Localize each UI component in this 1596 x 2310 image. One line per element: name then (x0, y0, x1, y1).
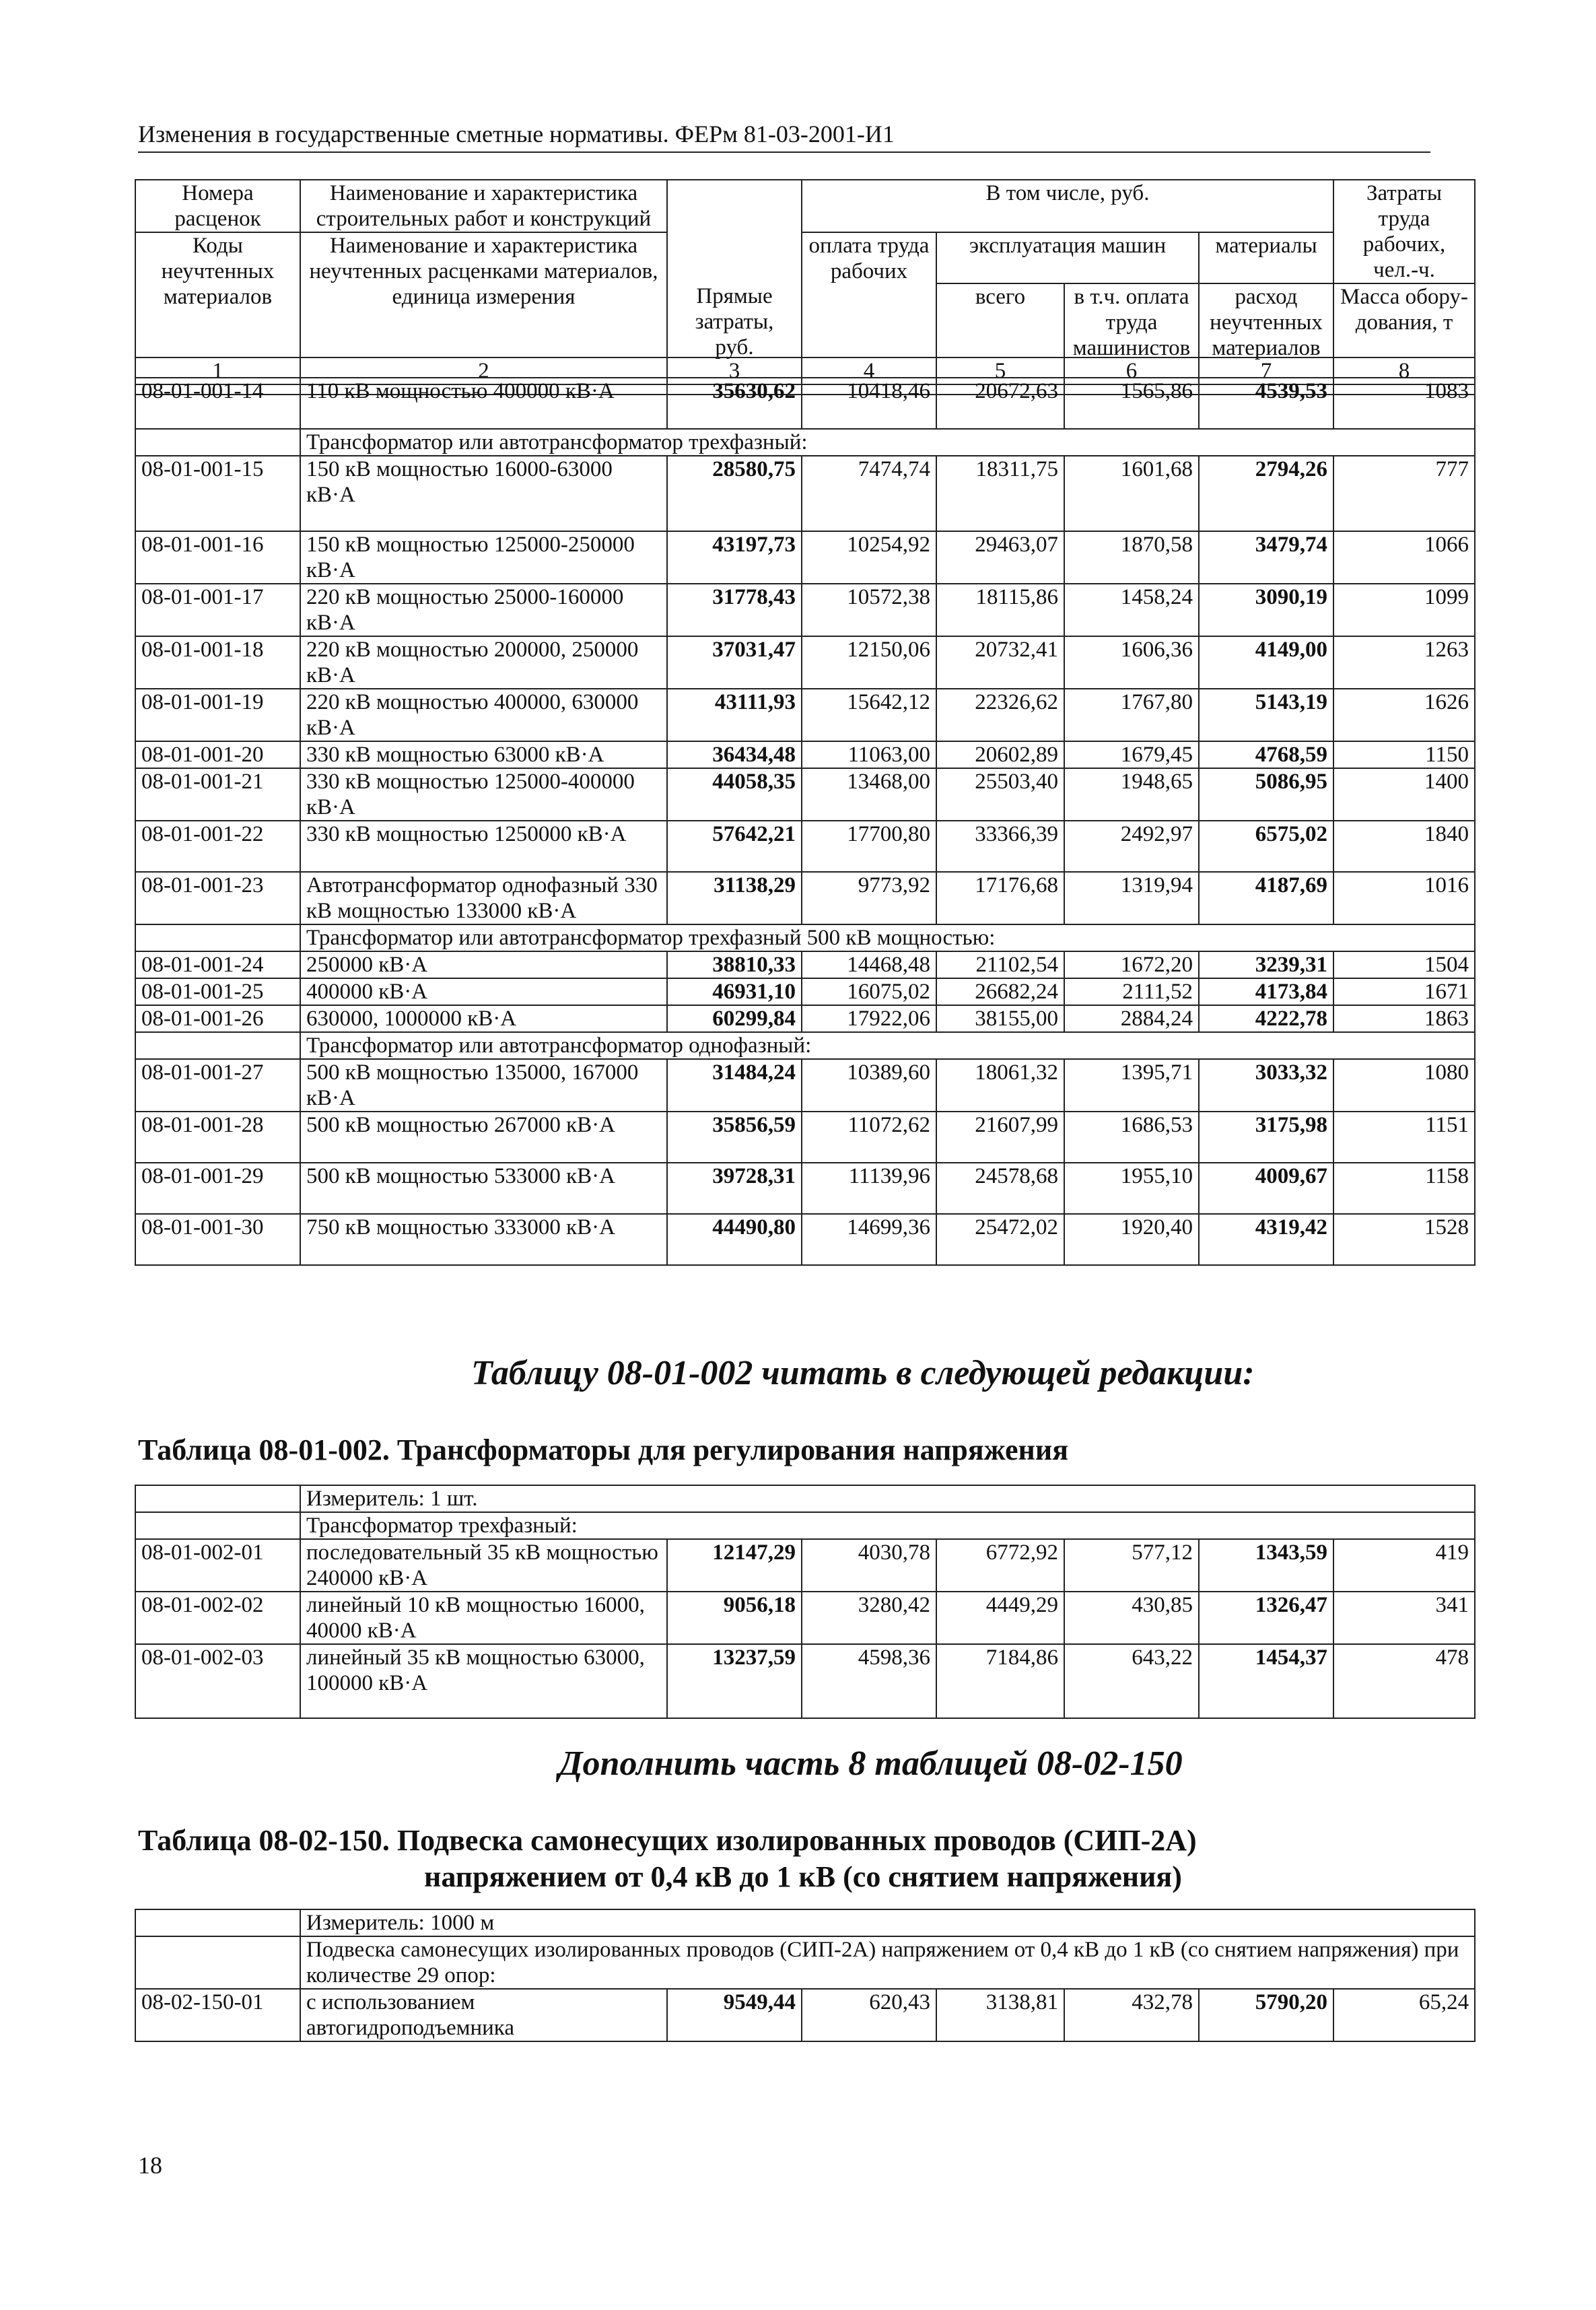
header-rule (138, 151, 1430, 153)
labor-cost: 10389,60 (802, 1059, 936, 1112)
machines-cost: 20602,89 (936, 741, 1064, 768)
rate-code: 08-02-150-01 (135, 1989, 300, 2041)
col-mass: Масса обору-дования, т (1333, 283, 1475, 395)
rate-code: 08-01-001-22 (135, 821, 300, 872)
rate-code: 08-01-001-25 (135, 978, 300, 1005)
rate-name: линейный 35 кВ мощностью 63000, 100000 кВ·А (300, 1644, 667, 1718)
labor-cost: 4598,36 (802, 1644, 936, 1718)
idx-7: 7 (1199, 358, 1333, 384)
direct-cost: 43111,93 (667, 689, 802, 741)
labor-cost: 14699,36 (802, 1214, 936, 1265)
labor-hours: 1083 (1333, 378, 1475, 429)
page-header: Изменения в государственные сметные нормативы. ФЕРм 81-03-2001-И1 (138, 121, 895, 147)
measure-unit: Измеритель: 1000 м (300, 1909, 1475, 1936)
group-row (135, 1485, 1475, 1512)
materials-cost: 1454,37 (1199, 1644, 1333, 1718)
machines-cost: 20732,41 (936, 636, 1064, 689)
labor-hours: 1528 (1333, 1214, 1475, 1265)
rate-name: 220 кВ мощностью 400000, 630000 кВ·А (300, 689, 667, 741)
table-row (135, 1163, 1475, 1214)
machines-cost: 18311,75 (936, 456, 1064, 531)
labor-hours: 1626 (1333, 689, 1475, 741)
direct-cost: 13237,59 (667, 1644, 802, 1718)
group-row (135, 429, 1475, 456)
group-row (135, 1909, 1475, 1936)
labor-cost: 10254,92 (802, 531, 936, 584)
materials-cost: 5143,19 (1199, 689, 1333, 741)
col-machinists: в т.ч. оплата труда машинистов (1064, 283, 1199, 395)
rate-code: 08-01-001-26 (135, 1005, 300, 1032)
labor-cost: 3280,42 (802, 1592, 936, 1644)
rate-code: 08-01-001-18 (135, 636, 300, 689)
labor-hours: 478 (1333, 1644, 1475, 1718)
materials-cost: 3479,74 (1199, 531, 1333, 584)
rate-code: 08-01-001-19 (135, 689, 300, 741)
rate-code: 08-01-002-03 (135, 1644, 300, 1718)
machines-cost: 24578,68 (936, 1163, 1064, 1214)
col-codes-bottom: Коды неучтенных материалов (135, 232, 300, 395)
machinists-cost: 1672,20 (1064, 951, 1199, 978)
rate-code: 08-01-001-14 (135, 378, 300, 429)
materials-cost: 1343,59 (1199, 1539, 1333, 1592)
machinists-cost: 1565,86 (1064, 378, 1199, 429)
idx-3: 3 (667, 358, 802, 384)
rate-name: 500 кВ мощностью 533000 кВ·А (300, 1163, 667, 1214)
table-08-02-150-title-line2: напряжением от 0,4 кВ до 1 кВ (со снятием напряжения) (424, 1860, 1182, 1893)
materials-cost: 4222,78 (1199, 1005, 1333, 1032)
labor-cost: 11139,96 (802, 1163, 936, 1214)
rate-code: 08-01-001-16 (135, 531, 300, 584)
materials-cost: 3175,98 (1199, 1112, 1333, 1163)
col-direct: Прямые затраты, руб. (667, 283, 802, 395)
idx-6: 6 (1064, 358, 1199, 384)
table-row (135, 1539, 1475, 1592)
table-row (135, 951, 1475, 978)
group-row (135, 1512, 1475, 1539)
machinists-cost: 1767,80 (1064, 689, 1199, 741)
materials-cost: 4009,67 (1199, 1163, 1333, 1214)
machines-cost: 25503,40 (936, 768, 1064, 821)
machines-cost: 17176,68 (936, 872, 1064, 924)
col-materials: расход неучтенных материалов (1199, 283, 1333, 395)
labor-cost: 4030,78 (802, 1539, 936, 1592)
table-row (135, 584, 1475, 636)
rate-name: 150 кВ мощностью 125000-250000 кВ·А (300, 531, 667, 584)
labor-cost: 12150,06 (802, 636, 936, 689)
machines-cost: 21607,99 (936, 1112, 1064, 1163)
col-name-bottom: Наименование и характеристика неучтенных расценками материалов, единица измерения (300, 232, 667, 395)
direct-cost: 57642,21 (667, 821, 802, 872)
machines-cost: 18115,86 (936, 584, 1064, 636)
table-row (135, 821, 1475, 872)
rate-name: 250000 кВ·А (300, 951, 667, 978)
direct-cost: 37031,47 (667, 636, 802, 689)
labor-hours: 1066 (1333, 531, 1475, 584)
table-row (135, 378, 1475, 429)
group-label: Трансформатор или автотрансформатор трехфазный 500 кВ мощностью: (300, 924, 1475, 951)
machines-cost: 7184,86 (936, 1644, 1064, 1718)
labor-hours: 1080 (1333, 1059, 1475, 1112)
materials-cost: 5086,95 (1199, 768, 1333, 821)
labor-cost: 17700,80 (802, 821, 936, 872)
rate-code: 08-01-001-27 (135, 1059, 300, 1112)
idx-8: 8 (1333, 358, 1475, 384)
rate-code: 08-01-001-28 (135, 1112, 300, 1163)
labor-hours: 1263 (1333, 636, 1475, 689)
direct-cost: 31484,24 (667, 1059, 802, 1112)
labor-cost: 7474,74 (802, 456, 936, 531)
labor-hours: 1150 (1333, 741, 1475, 768)
table-row (135, 872, 1475, 924)
group-label: Подвеска самонесущих изолированных проводов (СИП-2А) напряжением от 0,4 кВ до 1 кВ (со снятием напряжения) при количестве 29 опор: (300, 1936, 1475, 1989)
rate-name: 500 кВ мощностью 135000, 167000 кВ·А (300, 1059, 667, 1112)
labor-hours: 1840 (1333, 821, 1475, 872)
table-row (135, 741, 1475, 768)
rate-code: 08-01-001-15 (135, 456, 300, 531)
rate-code: 08-01-001-23 (135, 872, 300, 924)
table-row (135, 1112, 1475, 1163)
materials-cost: 6575,02 (1199, 821, 1333, 872)
labor-cost: 11072,62 (802, 1112, 936, 1163)
rate-code: 08-01-001-30 (135, 1214, 300, 1265)
col-hours: Затраты труда рабочих, чел.-ч. (1333, 180, 1475, 283)
rate-code: 08-01-001-24 (135, 951, 300, 978)
page-number: 18 (138, 2152, 162, 2179)
labor-hours: 1671 (1333, 978, 1475, 1005)
labor-hours: 341 (1333, 1592, 1475, 1644)
machines-cost: 4449,29 (936, 1592, 1064, 1644)
labor-hours: 65,24 (1333, 1989, 1475, 2041)
rate-code: 08-01-001-21 (135, 768, 300, 821)
rate-name: 220 кВ мощностью 200000, 250000 кВ·А (300, 636, 667, 689)
labor-hours: 1504 (1333, 951, 1475, 978)
direct-cost: 12147,29 (667, 1539, 802, 1592)
table-row (135, 978, 1475, 1005)
machinists-cost: 1606,36 (1064, 636, 1199, 689)
materials-cost: 1326,47 (1199, 1592, 1333, 1644)
machinists-cost: 1319,94 (1064, 872, 1199, 924)
materials-cost: 4149,00 (1199, 636, 1333, 689)
machinists-cost: 2111,52 (1064, 978, 1199, 1005)
table-08-01-002-title: Таблица 08-01-002. Трансформаторы для регулирования напряжения (138, 1433, 1069, 1466)
table-row (135, 1214, 1475, 1265)
table-row (135, 1989, 1475, 2041)
rate-code: 08-01-001-17 (135, 584, 300, 636)
table-row (135, 1059, 1475, 1112)
machinists-cost: 432,78 (1064, 1989, 1199, 2041)
table-row (135, 456, 1475, 531)
machines-cost: 33366,39 (936, 821, 1064, 872)
table-row (135, 689, 1475, 741)
labor-cost: 10418,46 (802, 378, 936, 429)
machines-cost: 29463,07 (936, 531, 1064, 584)
table-08-02-150-title-line1: Таблица 08-02-150. Подвеска самонесущих изолированных проводов (СИП-2А) (138, 1824, 1197, 1857)
labor-cost: 13468,00 (802, 768, 936, 821)
labor-hours: 1151 (1333, 1112, 1475, 1163)
machinists-cost: 1395,71 (1064, 1059, 1199, 1112)
direct-cost: 44490,80 (667, 1214, 802, 1265)
labor-hours: 1400 (1333, 768, 1475, 821)
rates-table-08-01-001 (135, 377, 1476, 1266)
group-label: Трансформатор или автотрансформатор однофазный: (300, 1032, 1475, 1059)
rate-name: 220 кВ мощностью 25000-160000 кВ·А (300, 584, 667, 636)
direct-cost: 60299,84 (667, 1005, 802, 1032)
machinists-cost: 1948,65 (1064, 768, 1199, 821)
machinists-cost: 643,22 (1064, 1644, 1199, 1718)
rate-name: 500 кВ мощностью 267000 кВ·А (300, 1112, 667, 1163)
machines-cost: 38155,00 (936, 1005, 1064, 1032)
direct-cost: 28580,75 (667, 456, 802, 531)
rates-table-08-01-002 (135, 1485, 1476, 1719)
machines-cost: 26682,24 (936, 978, 1064, 1005)
direct-cost: 38810,33 (667, 951, 802, 978)
machines-cost: 6772,92 (936, 1539, 1064, 1592)
direct-cost: 35856,59 (667, 1112, 802, 1163)
direct-cost: 36434,48 (667, 741, 802, 768)
col-materials-group: материалы (1199, 232, 1333, 283)
group-row (135, 924, 1475, 951)
labor-cost: 10572,38 (802, 584, 936, 636)
machinists-cost: 1870,58 (1064, 531, 1199, 584)
machinists-cost: 2884,24 (1064, 1005, 1199, 1032)
measure-unit: Измеритель: 1 шт. (300, 1485, 1475, 1512)
col-machines-total: всего (936, 283, 1064, 395)
labor-hours: 419 (1333, 1539, 1475, 1592)
direct-cost: 39728,31 (667, 1163, 802, 1214)
col-labor: оплата труда рабочих (802, 232, 936, 395)
machinists-cost: 1686,53 (1064, 1112, 1199, 1163)
col-codes-top: Номера расценок (135, 180, 300, 232)
rate-code: 08-01-001-20 (135, 741, 300, 768)
rate-name: с использованием автогидроподъемника (300, 1989, 667, 2041)
group-row (135, 1032, 1475, 1059)
materials-cost: 3033,32 (1199, 1059, 1333, 1112)
machinists-cost: 430,85 (1064, 1592, 1199, 1644)
rate-name: линейный 10 кВ мощностью 16000, 40000 кВ·А (300, 1592, 667, 1644)
machinists-cost: 1601,68 (1064, 456, 1199, 531)
materials-cost: 4187,69 (1199, 872, 1333, 924)
machinists-cost: 1920,40 (1064, 1214, 1199, 1265)
materials-cost: 3239,31 (1199, 951, 1333, 978)
banner-table-08-02-150: Дополнить часть 8 таблицей 08-02-150 (559, 1744, 1183, 1783)
table-row (135, 1005, 1475, 1032)
labor-cost: 9773,92 (802, 872, 936, 924)
idx-4: 4 (802, 358, 936, 384)
labor-cost: 17922,06 (802, 1005, 936, 1032)
rate-name: 330 кВ мощностью 1250000 кВ·А (300, 821, 667, 872)
labor-cost: 14468,48 (802, 951, 936, 978)
machines-cost: 3138,81 (936, 1989, 1064, 2041)
labor-cost: 16075,02 (802, 978, 936, 1005)
direct-cost: 35630,62 (667, 378, 802, 429)
direct-cost: 44058,35 (667, 768, 802, 821)
col-name-top: Наименование и характеристика строительных работ и конструкций (300, 180, 667, 232)
rate-name: 750 кВ мощностью 333000 кВ·А (300, 1214, 667, 1265)
machines-cost: 25472,02 (936, 1214, 1064, 1265)
machines-cost: 18061,32 (936, 1059, 1064, 1112)
idx-1: 1 (135, 358, 300, 384)
materials-cost: 4173,84 (1199, 978, 1333, 1005)
direct-cost: 43197,73 (667, 531, 802, 584)
materials-cost: 4319,42 (1199, 1214, 1333, 1265)
labor-hours: 1863 (1333, 1005, 1475, 1032)
direct-cost: 31778,43 (667, 584, 802, 636)
table-row (135, 636, 1475, 689)
machines-cost: 21102,54 (936, 951, 1064, 978)
machines-cost: 22326,62 (936, 689, 1064, 741)
idx-2: 2 (300, 358, 667, 384)
rate-code: 08-01-002-02 (135, 1592, 300, 1644)
machinists-cost: 1955,10 (1064, 1163, 1199, 1214)
idx-5: 5 (936, 358, 1064, 384)
materials-cost: 2794,26 (1199, 456, 1333, 531)
machinists-cost: 1458,24 (1064, 584, 1199, 636)
rate-code: 08-01-001-29 (135, 1163, 300, 1214)
labor-hours: 1099 (1333, 584, 1475, 636)
machines-cost: 20672,63 (936, 378, 1064, 429)
group-label: Трансформатор или автотрансформатор трехфазный: (300, 429, 1475, 456)
labor-cost: 620,43 (802, 1989, 936, 2041)
rate-name: 330 кВ мощностью 125000-400000 кВ·А (300, 768, 667, 821)
rate-name: последовательный 35 кВ мощностью 240000 кВ·А (300, 1539, 667, 1592)
materials-cost: 5790,20 (1199, 1989, 1333, 2041)
banner-table-08-01-002: Таблицу 08-01-002 читать в следующей редакции: (471, 1354, 1255, 1392)
labor-hours: 1016 (1333, 872, 1475, 924)
table-row (135, 768, 1475, 821)
table-row (135, 1592, 1475, 1644)
col-in-total: В том числе, руб. (802, 180, 1333, 232)
col-machines-group: эксплуатация машин (936, 232, 1199, 283)
labor-cost: 15642,12 (802, 689, 936, 741)
materials-cost: 3090,19 (1199, 584, 1333, 636)
group-label: Трансформатор трехфазный: (300, 1512, 1475, 1539)
labor-cost: 11063,00 (802, 741, 936, 768)
direct-cost: 31138,29 (667, 872, 802, 924)
machinists-cost: 1679,45 (1064, 741, 1199, 768)
materials-cost: 4539,53 (1199, 378, 1333, 429)
rate-name: 330 кВ мощностью 63000 кВ·А (300, 741, 667, 768)
direct-cost: 9056,18 (667, 1592, 802, 1644)
rate-name: Автотрансформатор однофазный 330 кВ мощностью 133000 кВ·А (300, 872, 667, 924)
materials-cost: 4768,59 (1199, 741, 1333, 768)
table-row (135, 1644, 1475, 1718)
direct-cost: 9549,44 (667, 1989, 802, 2041)
rates-table-08-02-150 (135, 1909, 1476, 2042)
rate-name: 400000 кВ·А (300, 978, 667, 1005)
group-row (135, 1936, 1475, 1989)
rate-name: 110 кВ мощностью 400000 кВ·А (300, 378, 667, 429)
direct-cost: 46931,10 (667, 978, 802, 1005)
rate-code: 08-01-002-01 (135, 1539, 300, 1592)
table-row (135, 531, 1475, 584)
rate-name: 630000, 1000000 кВ·А (300, 1005, 667, 1032)
machinists-cost: 2492,97 (1064, 821, 1199, 872)
rate-name: 150 кВ мощностью 16000-63000 кВ·А (300, 456, 667, 531)
labor-hours: 1158 (1333, 1163, 1475, 1214)
machinists-cost: 577,12 (1064, 1539, 1199, 1592)
labor-hours: 777 (1333, 456, 1475, 531)
